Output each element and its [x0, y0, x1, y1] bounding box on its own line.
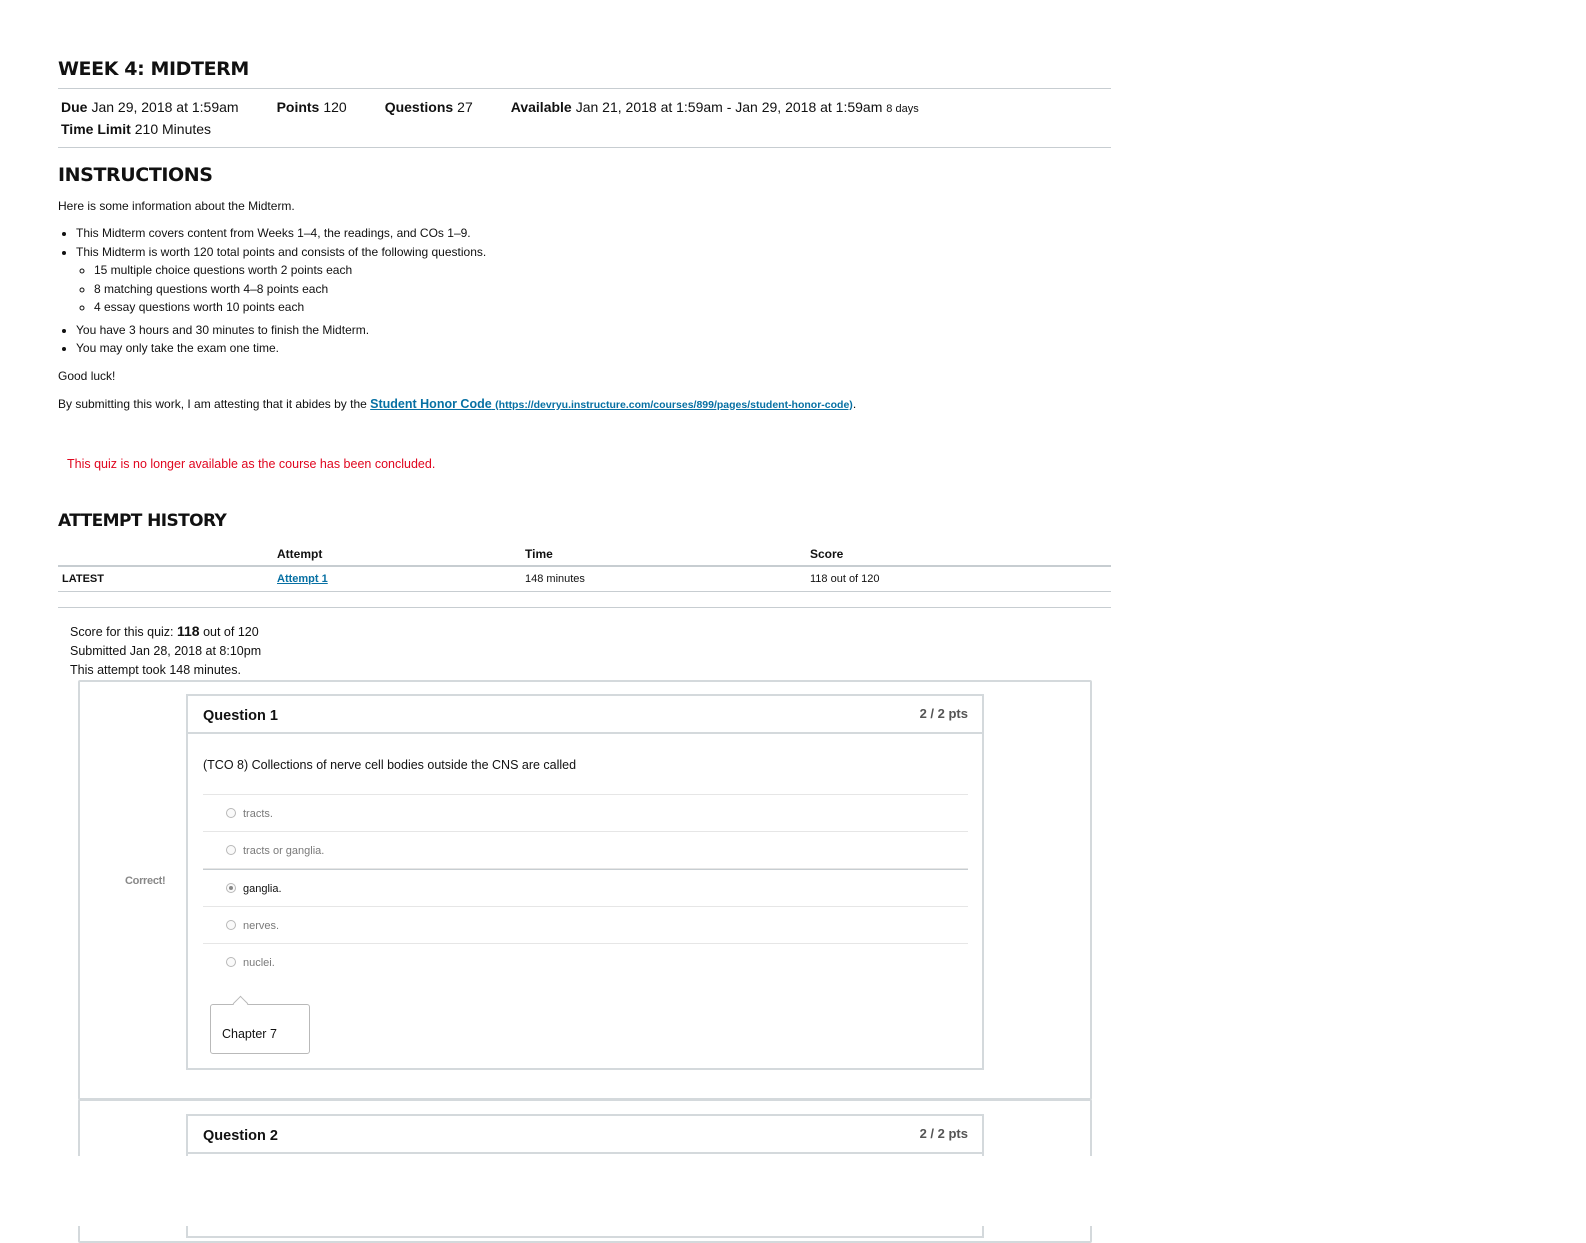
time-limit-info — [61, 119, 211, 139]
answer-option[interactable] — [203, 907, 968, 944]
points-value: 120 — [323, 99, 347, 115]
correct-answer-tag: Correct! — [125, 875, 166, 887]
honor-suffix: . — [852, 396, 857, 411]
quiz-unavailable-notice: This quiz is no longer available as the course has been concluded. — [67, 456, 436, 471]
attempt-history-table — [58, 543, 1111, 592]
questions-value: 27 — [457, 99, 473, 115]
instruction-subitem: ◦ 8 matching questions worth 4–8 points each — [94, 280, 1111, 299]
score-prefix: Score for this quiz: — [70, 624, 174, 639]
instruction-subitem: ◦ 4 essay questions worth 10 points each — [94, 298, 1111, 317]
attempt-score: 118 out of 120 — [806, 566, 1111, 592]
quiz-page — [58, 58, 1111, 680]
instruction-item — [76, 243, 1111, 317]
points-info — [277, 97, 347, 119]
question-card — [186, 694, 984, 1070]
attempt-row-label: LATEST — [58, 566, 273, 592]
attempt-link[interactable]: Attempt 1 — [277, 572, 328, 585]
submitted-text: Submitted Jan 28, 2018 at 8:10pm — [70, 643, 262, 658]
question-title: Question 1 — [203, 708, 278, 724]
radio-button[interactable] — [226, 808, 236, 818]
question-title: Question 2 — [203, 1128, 278, 1144]
column-header: Attempt — [273, 543, 521, 566]
question-header — [188, 1116, 982, 1154]
instructions-list — [58, 224, 1111, 358]
table-row — [58, 566, 1111, 592]
radio-button[interactable] — [226, 920, 236, 930]
answer-label: tracts or ganglia. — [243, 845, 325, 857]
column-header: Score — [806, 543, 1111, 566]
radio-button[interactable] — [226, 845, 236, 855]
questions-info — [385, 97, 473, 119]
answer-option[interactable] — [203, 795, 968, 832]
page-title: WEEK 4: MIDTERM — [58, 58, 1111, 89]
points-label: Points — [276, 99, 320, 115]
answer-label: tracts. — [243, 808, 273, 820]
instruction-item: • This Midterm covers content from Weeks 1–4, the readings, and COs 1–9. — [76, 224, 1111, 243]
question-body — [188, 734, 982, 1041]
instruction-subitem: ◦ 15 multiple choice questions worth 2 points each — [94, 261, 1111, 280]
instruction-sublist — [76, 261, 1111, 317]
section-divider — [58, 607, 1111, 608]
score-line — [70, 622, 1111, 642]
attempt-time: 148 minutes — [521, 566, 806, 592]
question-header — [188, 696, 982, 734]
table-header-row — [58, 543, 1111, 566]
honor-link-url: (https://devryu.instructure.com/courses/899/pages/student-honor-code) — [495, 398, 853, 411]
time-limit-label: Time Limit — [61, 121, 131, 137]
answer-option[interactable] — [203, 944, 968, 980]
honor-link-text: Student Honor Code — [370, 396, 492, 411]
honor-prefix: By submitting this work, I am attesting that it abides by the — [58, 396, 367, 411]
instructions-intro: Here is some information about the Midterm. — [58, 199, 295, 213]
instruction-item-text: This Midterm is worth 120 total points and consists of the following questions. — [76, 244, 487, 259]
answer-label: nerves. — [243, 920, 280, 932]
honor-code-link[interactable] — [370, 397, 853, 411]
available-info — [511, 97, 919, 119]
radio-button[interactable] — [226, 957, 236, 967]
instructions-heading: INSTRUCTIONS — [58, 164, 213, 186]
honor-statement — [58, 396, 1111, 413]
due-label: Due — [61, 99, 88, 115]
score-suffix: out of 120 — [203, 624, 259, 639]
column-header: Time — [521, 543, 806, 566]
available-value: Jan 21, 2018 at 1:59am - Jan 29, 2018 at 1:59am — [575, 99, 883, 115]
answer-label: nuclei. — [243, 957, 275, 969]
instruction-item: • You have 3 hours and 30 minutes to finish the Midterm. — [76, 321, 1111, 340]
quiz-meta — [58, 89, 1111, 148]
page-bottom-margin — [0, 1156, 1586, 1226]
available-days: 8 days — [886, 103, 919, 115]
available-label: Available — [510, 99, 572, 115]
questions-label: Questions — [384, 99, 454, 115]
time-limit-value: 210 Minutes — [134, 121, 212, 137]
attempt-history-heading: ATTEMPT HISTORY — [58, 510, 227, 531]
instruction-item: • You may only take the exam one time. — [76, 339, 1111, 358]
due-info — [61, 97, 239, 119]
attempt-cell — [273, 566, 521, 592]
answer-comment — [210, 1004, 310, 1054]
answer-option-selected[interactable] — [203, 869, 968, 907]
due-value: Jan 29, 2018 at 1:59am — [91, 99, 239, 115]
question-text: (TCO 8) Collections of nerve cell bodies outside the CNS are called — [203, 734, 968, 795]
question-points: 2 / 2 pts — [919, 706, 968, 721]
answer-option[interactable] — [203, 832, 968, 869]
answer-label: ganglia. — [243, 883, 282, 895]
duration-text: This attempt took 148 minutes. — [70, 662, 241, 677]
radio-button-selected[interactable] — [226, 883, 236, 893]
score-value: 118 — [177, 622, 200, 639]
column-header — [58, 543, 273, 566]
question-points: 2 / 2 pts — [919, 1126, 968, 1141]
question-container — [78, 680, 1092, 1100]
good-luck-text: Good luck! — [58, 368, 116, 383]
quiz-summary — [70, 622, 1111, 680]
answer-comment-text: Chapter 7 — [222, 1027, 277, 1041]
